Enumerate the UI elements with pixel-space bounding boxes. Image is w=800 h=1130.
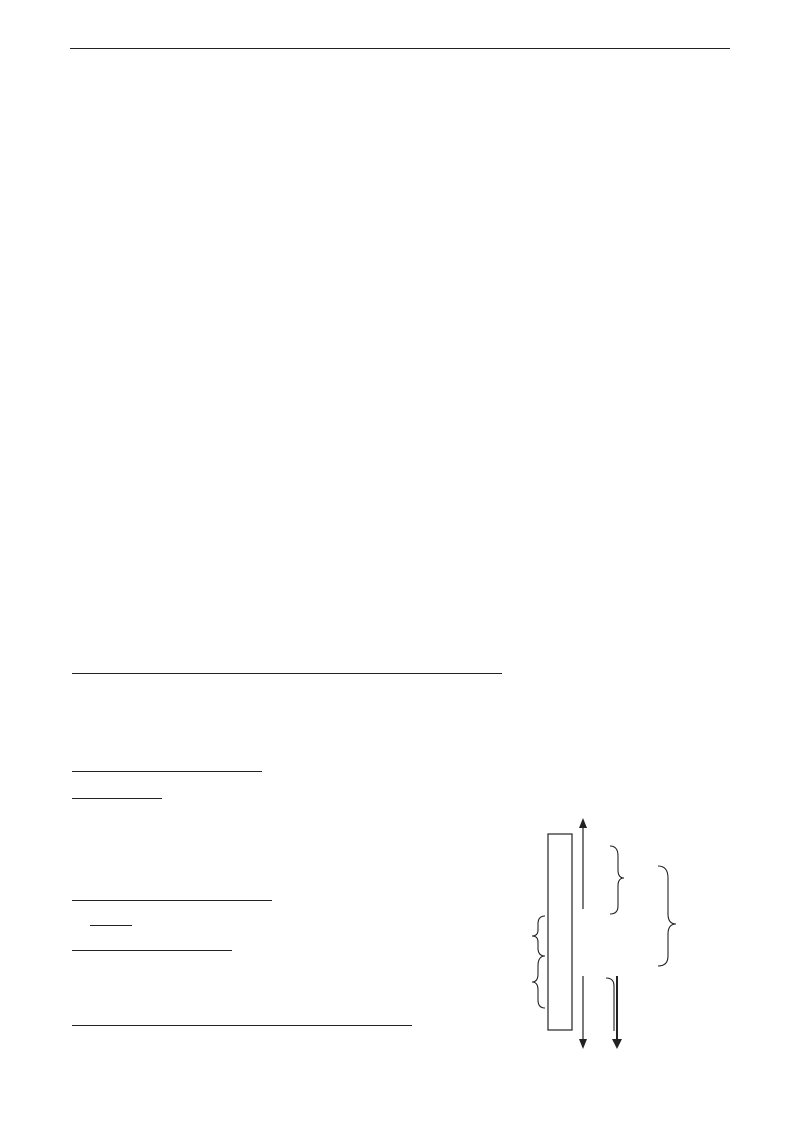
page-header bbox=[70, 8, 730, 49]
muscle-activity-bracket bbox=[532, 916, 545, 956]
q12-death-cause-blank[interactable] bbox=[72, 1009, 412, 1026]
q12-s1-line3 bbox=[72, 881, 272, 901]
heatstroke-bracket bbox=[610, 846, 624, 914]
q12-s2-line2 bbox=[72, 931, 232, 951]
q11-part2-answer-line bbox=[72, 752, 262, 772]
fever-bracket bbox=[658, 866, 676, 966]
q12-s3-line2 bbox=[72, 1006, 412, 1026]
hypothermia-arrow-head bbox=[612, 1039, 622, 1049]
q11-part3 bbox=[72, 779, 162, 799]
q12-mechanism-blank-1[interactable] bbox=[72, 934, 162, 951]
q12-hormone-blank-2[interactable] bbox=[172, 884, 272, 901]
q12-s2-line1 bbox=[90, 906, 132, 926]
q11-part3-blank[interactable] bbox=[72, 782, 162, 799]
q12-mechanism-blank-2[interactable] bbox=[162, 934, 232, 951]
q12-max-temp-blank[interactable] bbox=[90, 909, 132, 926]
high-arrow-head bbox=[579, 818, 587, 828]
body-temperature-diagram bbox=[470, 806, 730, 1056]
thermometer-box bbox=[548, 834, 572, 1030]
resting-range-bracket bbox=[532, 956, 545, 1008]
q11-step-b-blank[interactable] bbox=[72, 657, 502, 674]
q11-part2-blank[interactable] bbox=[72, 755, 262, 772]
low-arrow-head bbox=[579, 1039, 587, 1049]
hypothermia-bracket bbox=[606, 978, 614, 1031]
q12-hormone-blank-1[interactable] bbox=[72, 884, 172, 901]
q11-step-b-line bbox=[72, 654, 622, 674]
